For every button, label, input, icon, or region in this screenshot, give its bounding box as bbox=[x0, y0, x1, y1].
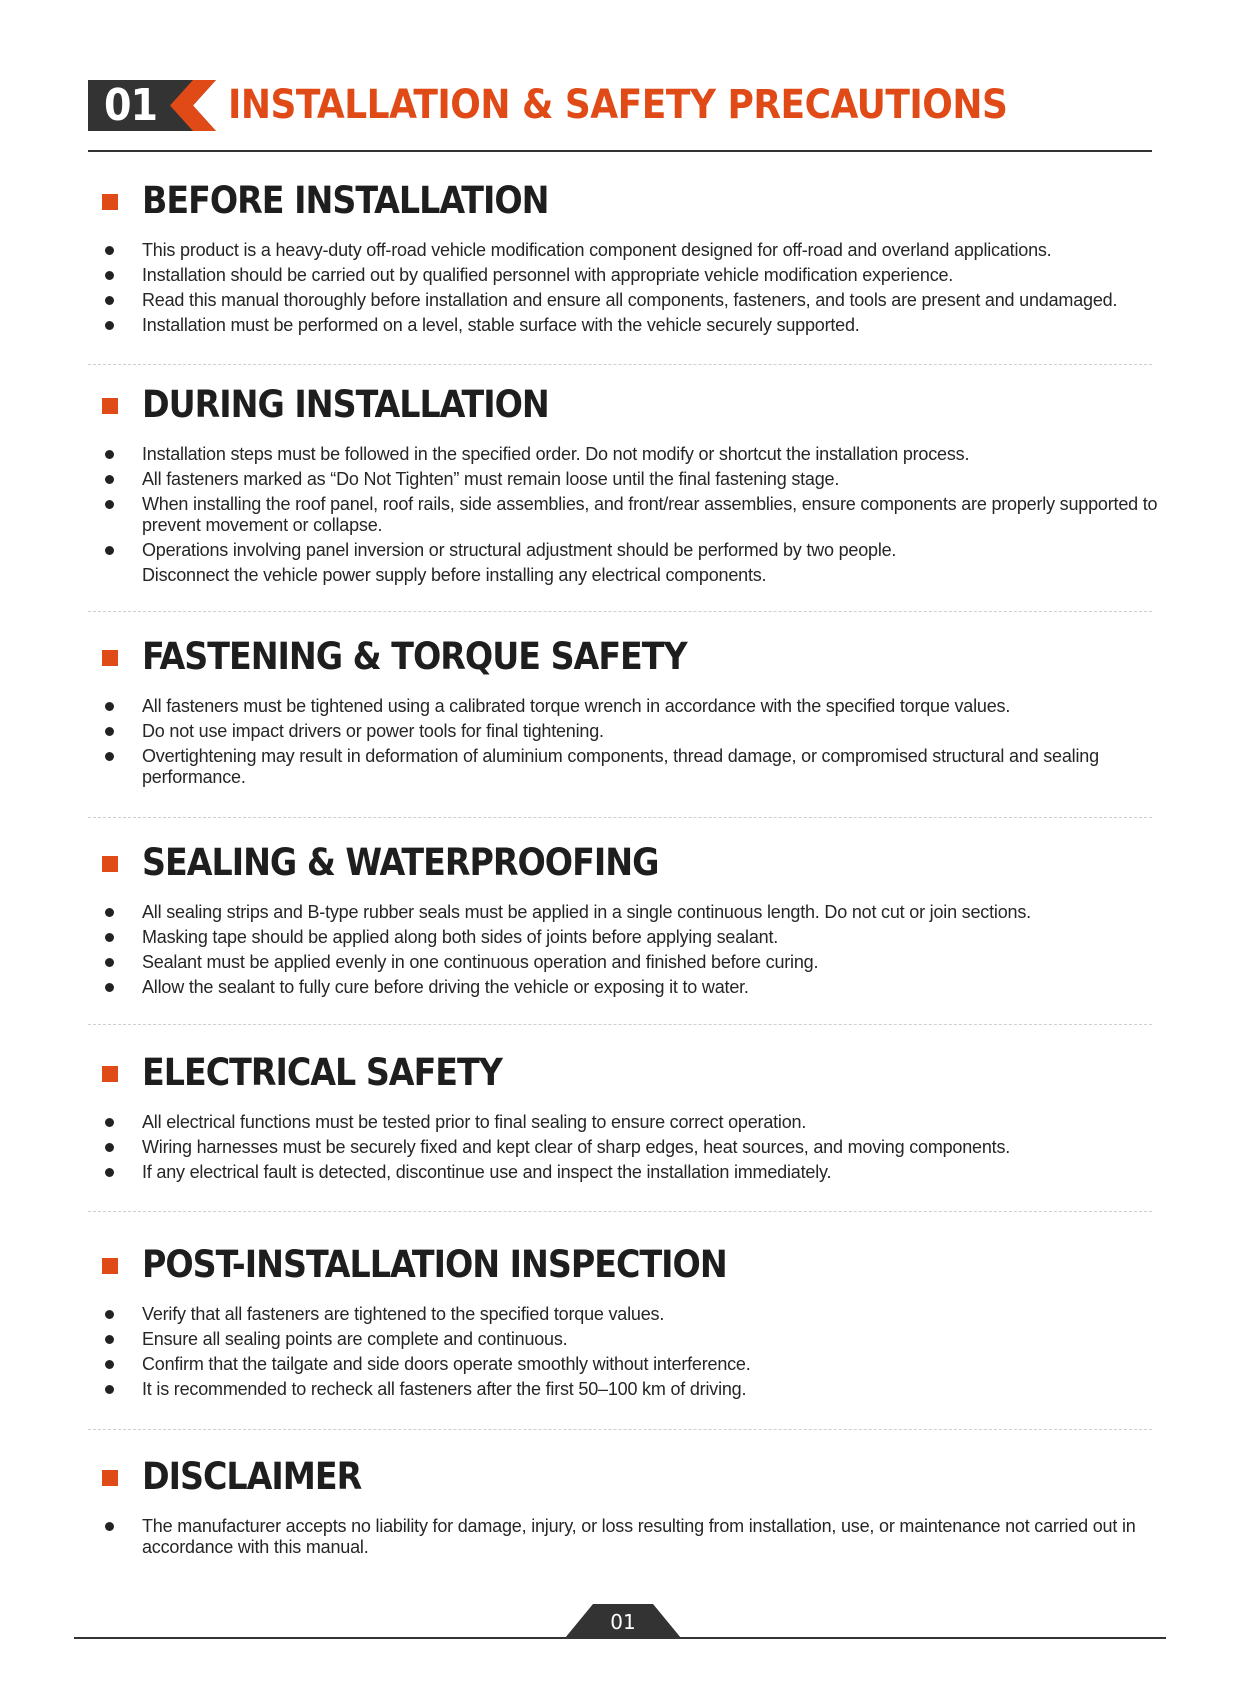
section-title: ELECTRICAL SAFETY bbox=[142, 1051, 502, 1094]
bullet-icon bbox=[105, 908, 114, 917]
bullet-icon bbox=[105, 702, 114, 711]
list-item: All fasteners must be tightened using a calibrated torque wrench in accordance with the specified torque values. bbox=[88, 696, 1168, 717]
list-item: Read this manual thoroughly before installation and ensure all components, fasteners, and tools are present and undamaged. bbox=[88, 290, 1168, 311]
section-title: DISCLAIMER bbox=[142, 1455, 362, 1498]
bullet-list bbox=[88, 902, 1168, 998]
bullet-icon bbox=[105, 246, 114, 255]
list-item: Overtightening may result in deformation of aluminium components, thread damage, or compromised structural and sealing performance. bbox=[88, 746, 1168, 788]
section-heading bbox=[88, 176, 1168, 226]
bullet-list bbox=[88, 1112, 1168, 1183]
list-item: Installation steps must be followed in the specified order. Do not modify or shortcut the installation process. bbox=[88, 444, 1168, 465]
header-divider bbox=[88, 150, 1152, 152]
bullet-icon bbox=[105, 1385, 114, 1394]
list-item: All electrical functions must be tested prior to final sealing to ensure correct operation. bbox=[88, 1112, 1168, 1133]
list-item: Masking tape should be applied along both sides of joints before applying sealant. bbox=[88, 927, 1168, 948]
bullet-list bbox=[88, 444, 1168, 586]
chevron-left-icon bbox=[166, 80, 216, 131]
bullet-icon bbox=[105, 1118, 114, 1127]
square-bullet-icon bbox=[102, 1470, 118, 1486]
bullet-icon bbox=[105, 1143, 114, 1152]
list-item: Operations involving panel inversion or structural adjustment should be performed by two people. bbox=[88, 540, 1168, 561]
bullet-list bbox=[88, 1516, 1168, 1558]
section-electrical-safety bbox=[88, 1048, 1168, 1187]
bullet-icon bbox=[105, 1360, 114, 1369]
list-item: Allow the sealant to fully cure before driving the vehicle or exposing it to water. bbox=[88, 977, 1168, 998]
bullet-icon bbox=[105, 450, 114, 459]
bullet-icon bbox=[105, 475, 114, 484]
list-item: The manufacturer accepts no liability for damage, injury, or loss resulting from installation, use, or maintenance not carried out in accordance with this manual. bbox=[88, 1516, 1168, 1558]
list-item: All sealing strips and B-type rubber seals must be applied in a single continuous length. Do not cut or join sections. bbox=[88, 902, 1168, 923]
list-item: Verify that all fasteners are tightened to the specified torque values. bbox=[88, 1304, 1168, 1325]
bullet-icon bbox=[105, 296, 114, 305]
section-heading bbox=[88, 838, 1168, 888]
section-title: FASTENING & TORQUE SAFETY bbox=[142, 635, 687, 678]
section-divider bbox=[88, 1024, 1152, 1025]
square-bullet-icon bbox=[102, 194, 118, 210]
section-sealing-waterproofing bbox=[88, 838, 1168, 1002]
bullet-icon bbox=[105, 271, 114, 280]
section-title: POST-INSTALLATION INSPECTION bbox=[142, 1243, 727, 1286]
section-fastening-torque bbox=[88, 632, 1168, 792]
list-item: Installation must be performed on a level, stable surface with the vehicle securely supported. bbox=[88, 315, 1168, 336]
bullet-list bbox=[88, 240, 1168, 336]
section-before-installation bbox=[88, 176, 1168, 340]
chapter-number: 01 bbox=[88, 80, 174, 131]
section-divider bbox=[88, 1429, 1152, 1430]
bullet-list bbox=[88, 696, 1168, 788]
list-item: All fasteners marked as “Do Not Tighten” must remain loose until the final fastening stage. bbox=[88, 469, 1168, 490]
section-title: DURING INSTALLATION bbox=[142, 383, 549, 426]
bullet-list bbox=[88, 1304, 1168, 1400]
bullet-icon bbox=[105, 1335, 114, 1344]
bullet-icon bbox=[105, 1522, 114, 1531]
square-bullet-icon bbox=[102, 856, 118, 872]
square-bullet-icon bbox=[102, 650, 118, 666]
page-number: 01 bbox=[610, 1610, 636, 1634]
square-bullet-icon bbox=[102, 398, 118, 414]
section-title: BEFORE INSTALLATION bbox=[142, 179, 549, 222]
square-bullet-icon bbox=[102, 1066, 118, 1082]
section-divider bbox=[88, 611, 1152, 612]
section-heading bbox=[88, 1240, 1168, 1290]
section-divider bbox=[88, 364, 1152, 365]
list-item: Sealant must be applied evenly in one continuous operation and finished before curing. bbox=[88, 952, 1168, 973]
page-title: INSTALLATION & SAFETY PRECAUTIONS bbox=[228, 82, 1008, 128]
square-bullet-icon bbox=[102, 1258, 118, 1274]
section-post-installation bbox=[88, 1240, 1168, 1404]
section-heading bbox=[88, 632, 1168, 682]
list-item: This product is a heavy-duty off-road vehicle modification component designed for off-road and overland applications. bbox=[88, 240, 1168, 261]
page-header bbox=[88, 80, 1148, 131]
section-heading bbox=[88, 1048, 1168, 1098]
section-title: SEALING & WATERPROOFING bbox=[142, 841, 659, 884]
section-disclaimer bbox=[88, 1452, 1168, 1562]
section-divider bbox=[88, 817, 1152, 818]
bullet-icon bbox=[105, 500, 114, 509]
bullet-icon bbox=[105, 727, 114, 736]
list-item: When installing the roof panel, roof rails, side assemblies, and front/rear assemblies, ensure components are properly supported to prevent movement or collapse. bbox=[88, 494, 1168, 536]
bullet-icon bbox=[105, 752, 114, 761]
bullet-icon bbox=[105, 546, 114, 555]
section-heading bbox=[88, 380, 1168, 430]
bullet-icon bbox=[105, 933, 114, 942]
list-item: Do not use impact drivers or power tools for final tightening. bbox=[88, 721, 1168, 742]
list-item: Confirm that the tailgate and side doors operate smoothly without interference. bbox=[88, 1354, 1168, 1375]
list-item: Disconnect the vehicle power supply before installing any electrical components. bbox=[142, 565, 767, 585]
section-divider bbox=[88, 1211, 1152, 1212]
bullet-icon bbox=[105, 1168, 114, 1177]
bullet-icon bbox=[105, 321, 114, 330]
list-item: It is recommended to recheck all fasteners after the first 50–100 km of driving. bbox=[88, 1379, 1168, 1400]
bullet-icon bbox=[105, 983, 114, 992]
section-heading bbox=[88, 1452, 1168, 1502]
section-during-installation bbox=[88, 380, 1168, 590]
list-item: Installation should be carried out by qualified personnel with appropriate vehicle modification experience. bbox=[88, 265, 1168, 286]
list-item: Ensure all sealing points are complete and continuous. bbox=[88, 1329, 1168, 1350]
list-item: Wiring harnesses must be securely fixed and kept clear of sharp edges, heat sources, and moving components. bbox=[88, 1137, 1168, 1158]
list-item: If any electrical fault is detected, discontinue use and inspect the installation immediately. bbox=[88, 1162, 1168, 1183]
bullet-icon bbox=[105, 1310, 114, 1319]
bullet-icon bbox=[105, 958, 114, 967]
